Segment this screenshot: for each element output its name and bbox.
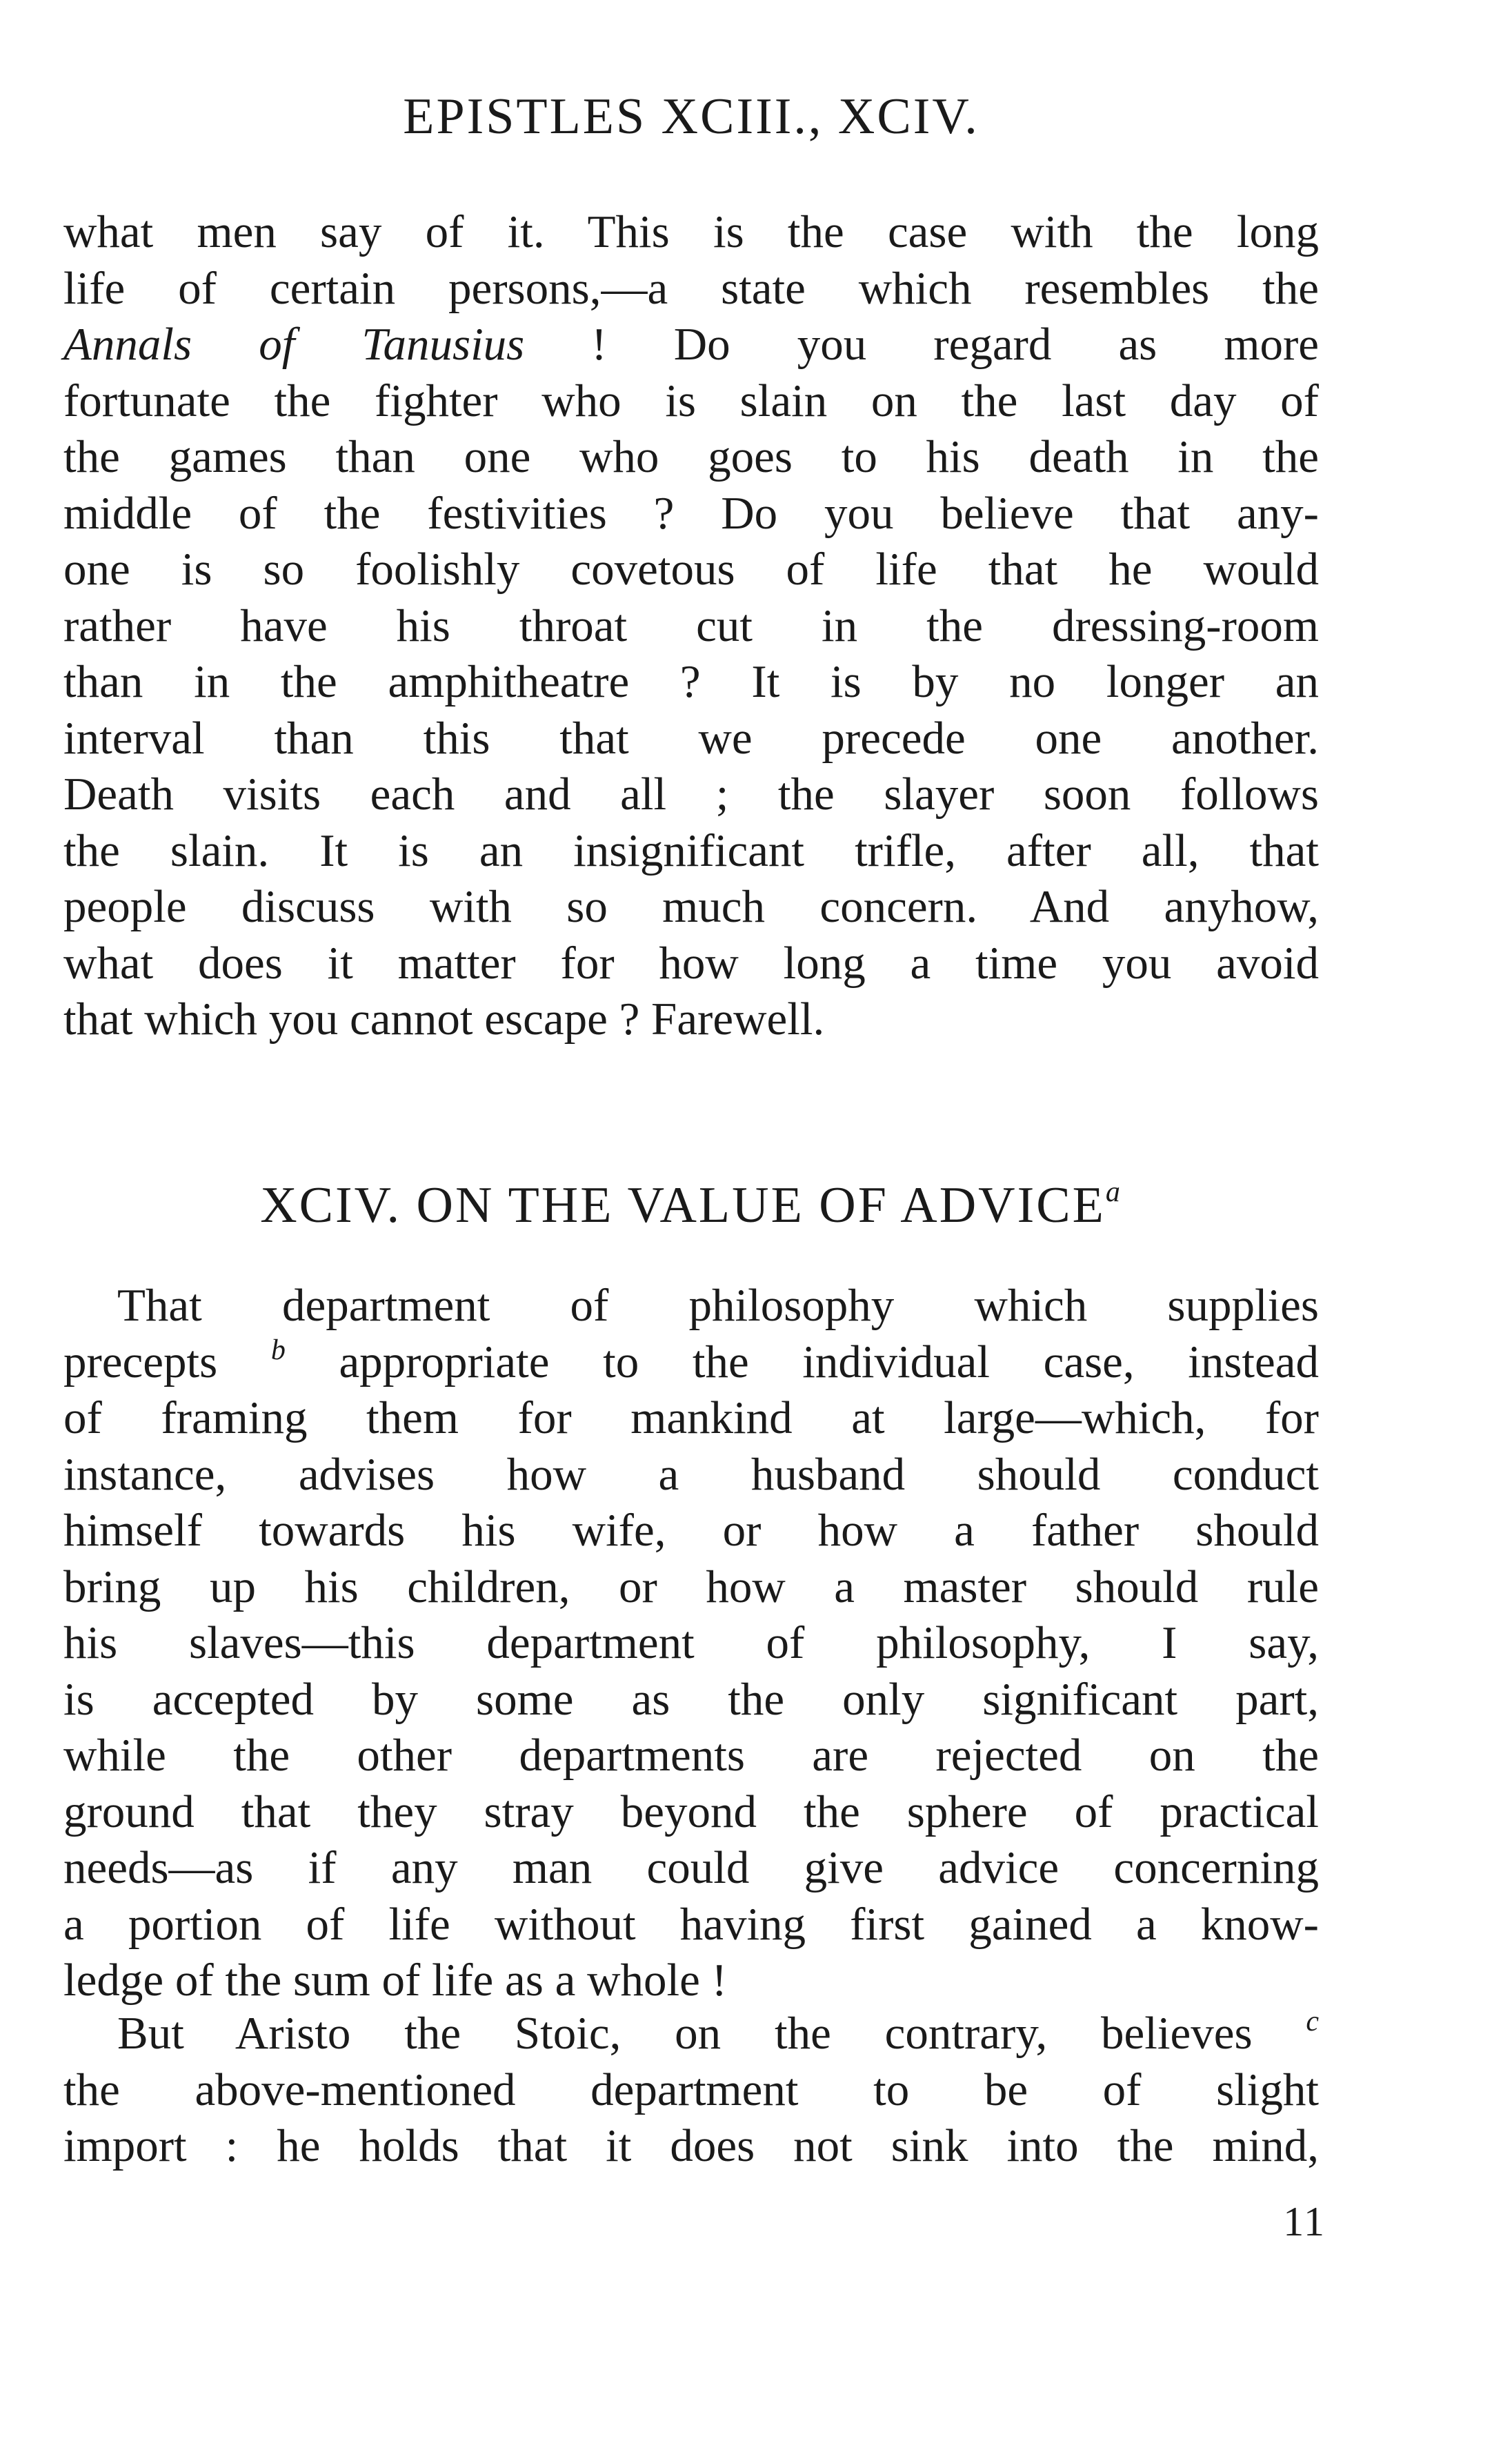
- annals-punct: !: [524, 319, 607, 370]
- text-line: That department of philosophy which supplies: [117, 1280, 1319, 1331]
- annals-title: Annals of Tanusius: [63, 319, 525, 370]
- text-line-annals: [63, 317, 1319, 373]
- section-title: [63, 1176, 1319, 1234]
- text-line: what men say of it. This is the case with the long: [63, 206, 1319, 257]
- text-line-precepts: [63, 1334, 1319, 1391]
- footnote-ref-c: c: [1306, 2006, 1320, 2037]
- text-line: Death visits each and all ; the slayer soon follows: [63, 769, 1319, 820]
- text-line: one is so foolishly covetous of life that he would: [63, 544, 1319, 595]
- section-title-text: XCIV. ON THE VALUE OF ADVICE: [260, 1177, 1106, 1234]
- page-number: 11: [1283, 2199, 1326, 2244]
- text-line: his slaves—this department of philosophy, I say,: [63, 1617, 1319, 1668]
- text-line: what does it matter for how long a time you avoid: [63, 937, 1319, 989]
- text-fragment: appropriate to the individual case, instead: [339, 1336, 1320, 1387]
- continuation-paragraph: [63, 204, 1319, 1048]
- text-line: while the other departments are rejected on the: [63, 1730, 1319, 1781]
- text-line: life of certain persons,—a state which resembles the: [63, 262, 1319, 314]
- running-head: EPISTLES XCIII., XCIV.: [403, 88, 979, 145]
- text-line: bring up his children, or how a master should rule: [63, 1561, 1319, 1612]
- text-line: the slain. It is an insignificant trifle, after all, that: [63, 824, 1319, 876]
- text-line: fortunate the fighter who is slain on the last day of: [63, 375, 1319, 426]
- text-line: the games than one who goes to his death in the: [63, 431, 1319, 482]
- text-line: middle of the festivities ? Do you believe that any-: [63, 487, 1319, 539]
- text-line: that which you cannot escape ? Farewell.: [63, 994, 825, 1045]
- text-fragment: Do you regard as more: [673, 319, 1319, 370]
- text-fragment: But Aristo the Stoic, on the contrary, believes: [117, 2008, 1253, 2059]
- footnote-ref-b: b: [270, 1334, 286, 1366]
- text-line: than in the amphitheatre ? It is by no longer an: [63, 656, 1319, 707]
- text-line: interval than this that we precede one another.: [63, 712, 1319, 764]
- text-line: people discuss with so much concern. And anyhow,: [63, 881, 1319, 932]
- text-line: instance, advises how a husband should conduct: [63, 1448, 1319, 1500]
- text-line-aristo: [63, 2006, 1319, 2062]
- footnote-ref-a: a: [1105, 1176, 1122, 1208]
- text-line: import : he holds that it does not sink into the mind,: [63, 2120, 1319, 2171]
- text-line: himself towards his wife, or how a father should: [63, 1505, 1319, 1556]
- text-line: a portion of life without having first gained a know-: [63, 1898, 1319, 1950]
- paragraph-1: [63, 1278, 1319, 2009]
- text-fragment: precepts: [63, 1336, 218, 1387]
- text-line: the above-mentioned department to be of slight: [63, 2064, 1319, 2115]
- text-line: ground that they stray beyond the sphere of practical: [63, 1786, 1319, 1837]
- paragraph-2: [63, 2006, 1319, 2175]
- text-line: rather have his throat cut in the dressing-room: [63, 600, 1319, 651]
- text-line: is accepted by some as the only significant part,: [63, 1673, 1319, 1725]
- text-line: of framing them for mankind at large—which, for: [63, 1392, 1319, 1443]
- book-page: [63, 0, 1326, 2450]
- text-line: ledge of the sum of life as a whole !: [63, 1955, 727, 2006]
- text-line: needs—as if any man could give advice concerning: [63, 1842, 1319, 1893]
